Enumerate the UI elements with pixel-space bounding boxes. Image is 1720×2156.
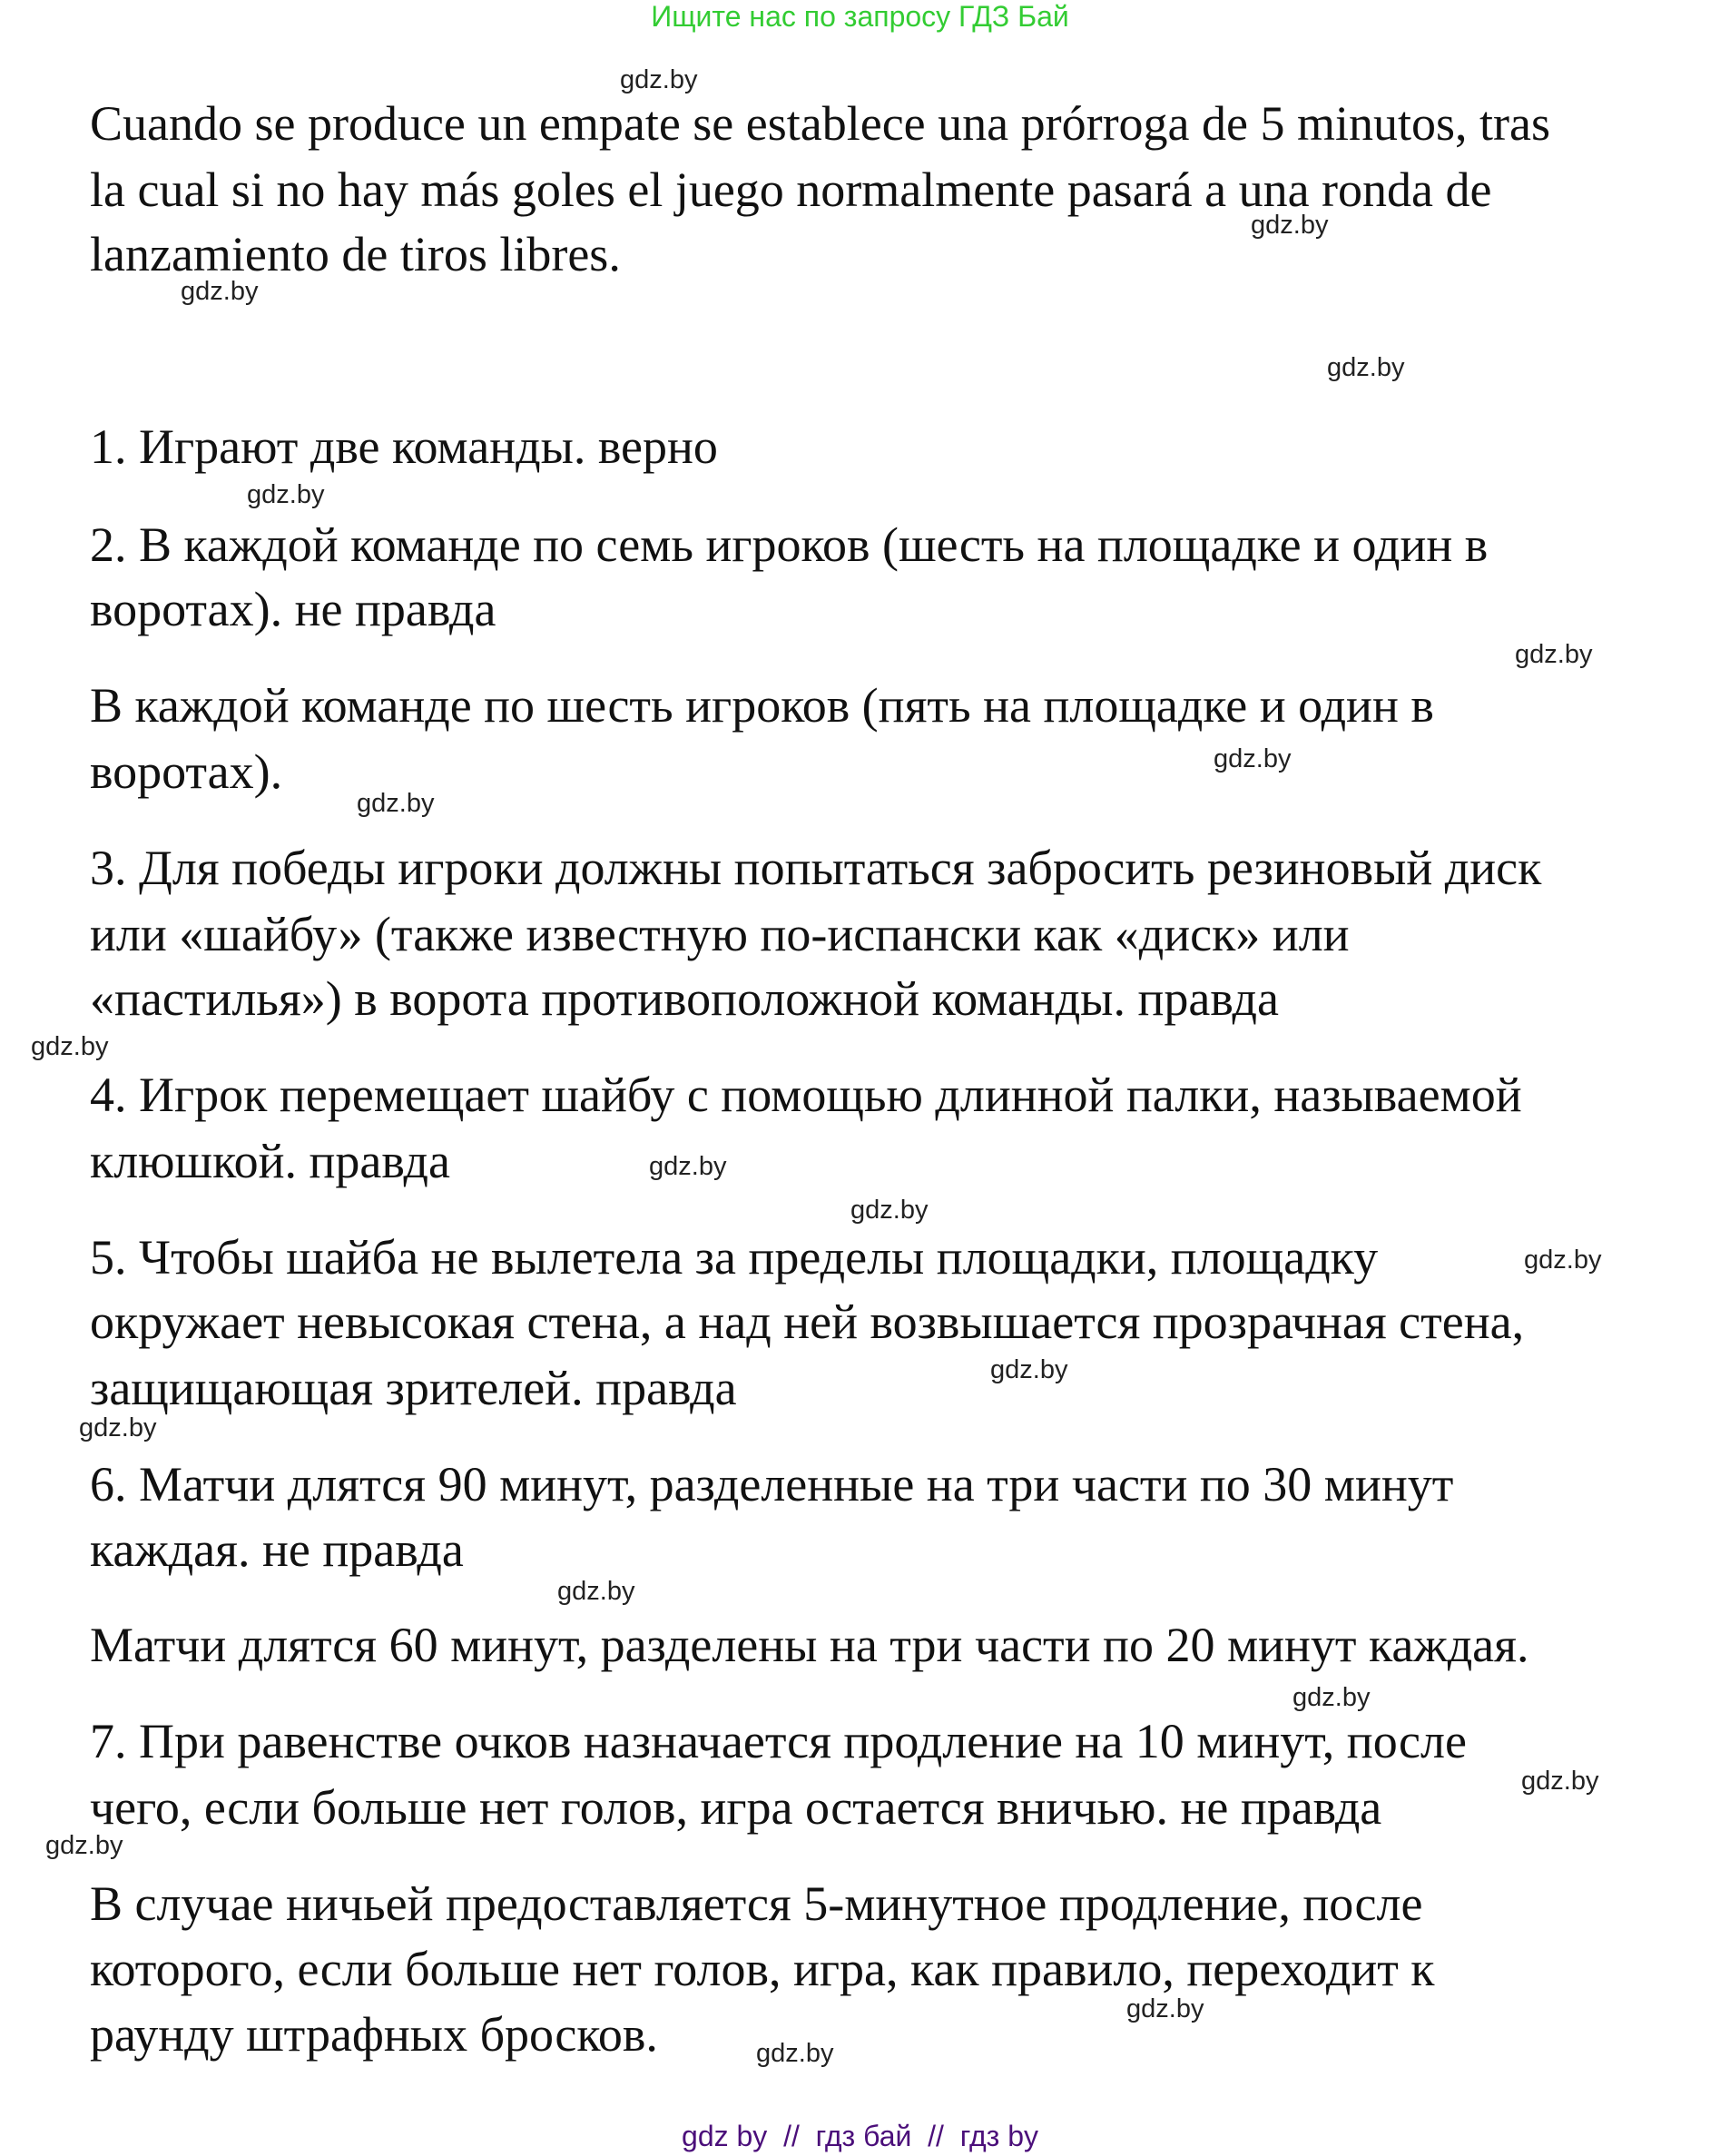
correction-7: В случае ничьей предоставляется 5-минутное продление, после — [90, 1876, 1423, 1931]
watermark: gdz.by — [850, 1196, 929, 1225]
watermark: gdz.by — [649, 1152, 727, 1181]
answer-5: 5. Чтобы шайба не вылетела за пределы площадки, площадку — [90, 1230, 1379, 1285]
watermark: gdz.by — [557, 1577, 635, 1606]
answer-7: чего, если больше нет голов, игра остается вничью. не правда — [90, 1780, 1382, 1835]
text-line: lanzamiento de tiros libres. — [90, 227, 621, 281]
correction-2: воротах). — [90, 744, 283, 799]
watermark: gdz.by — [1126, 1994, 1204, 2023]
watermark: gdz.by — [79, 1413, 157, 1442]
watermark: gdz.by — [1251, 211, 1329, 240]
answer-6: каждая. не правда — [90, 1522, 464, 1577]
answer-2: воротах). не правда — [90, 582, 496, 636]
answer-6: 6. Матчи длятся 90 минут, разделенные на три части по 30 минут — [90, 1457, 1454, 1511]
watermark: gdz.by — [990, 1355, 1068, 1384]
watermark: gdz.by — [357, 789, 435, 818]
answer-5: защищающая зрителей. правда — [90, 1361, 737, 1415]
header-banner: Ищите нас по запросу ГДЗ Бай — [651, 0, 1069, 33]
answer-3: «пастилья») в ворота противоположной команды. правда — [90, 971, 1279, 1026]
text-line: Cuando se produce un empate se establece una prórroga de 5 minutos, tras — [90, 96, 1550, 151]
correction-7: которого, если больше нет голов, игра, как правило, переходит к — [90, 1942, 1435, 1996]
correction-2: В каждой команде по шесть игроков (пять на площадке и один в — [90, 678, 1434, 733]
answer-4: 4. Игрок перемещает шайбу с помощью длинной палки, называемой — [90, 1068, 1522, 1122]
watermark: gdz.by — [45, 1831, 123, 1860]
watermark: gdz.by — [756, 2039, 834, 2068]
watermark: gdz.by — [1292, 1683, 1371, 1712]
answer-3: 3. Для победы игроки должны попытаться забросить резиновый диск — [90, 841, 1542, 895]
answer-3: или «шайбу» (также известную по-испански как «диск» или — [90, 907, 1350, 961]
watermark: gdz.by — [31, 1032, 109, 1061]
watermark: gdz.by — [1524, 1245, 1602, 1275]
correction-6: Матчи длятся 60 минут, разделены на три части по 20 минут каждая. — [90, 1618, 1529, 1672]
watermark: gdz.by — [1521, 1767, 1599, 1796]
watermark: gdz.by — [1214, 744, 1292, 773]
watermark: gdz.by — [620, 65, 698, 94]
watermark: gdz.by — [1515, 640, 1593, 669]
text-line: la cual si no hay más goles el juego normalmente pasará a una ronda de — [90, 162, 1492, 217]
correction-7: раунду штрафных бросков. — [90, 2007, 658, 2062]
answer-2: 2. В каждой команде по семь игроков (шесть на площадке и один в — [90, 517, 1489, 572]
answer-1: 1. Играют две команды. верно — [90, 419, 718, 474]
answer-4: клюшкой. правда — [90, 1134, 450, 1188]
answer-5: окружает невысокая стена, а над ней возвышается прозрачная стена, — [90, 1295, 1525, 1349]
answer-7: 7. При равенстве очков назначается продление на 10 минут, после — [90, 1714, 1467, 1768]
footer-banner: gdz by // гдз бай // гдз by — [682, 2120, 1038, 2152]
watermark: gdz.by — [1327, 353, 1405, 382]
watermark: gdz.by — [247, 480, 325, 509]
watermark: gdz.by — [181, 277, 259, 306]
